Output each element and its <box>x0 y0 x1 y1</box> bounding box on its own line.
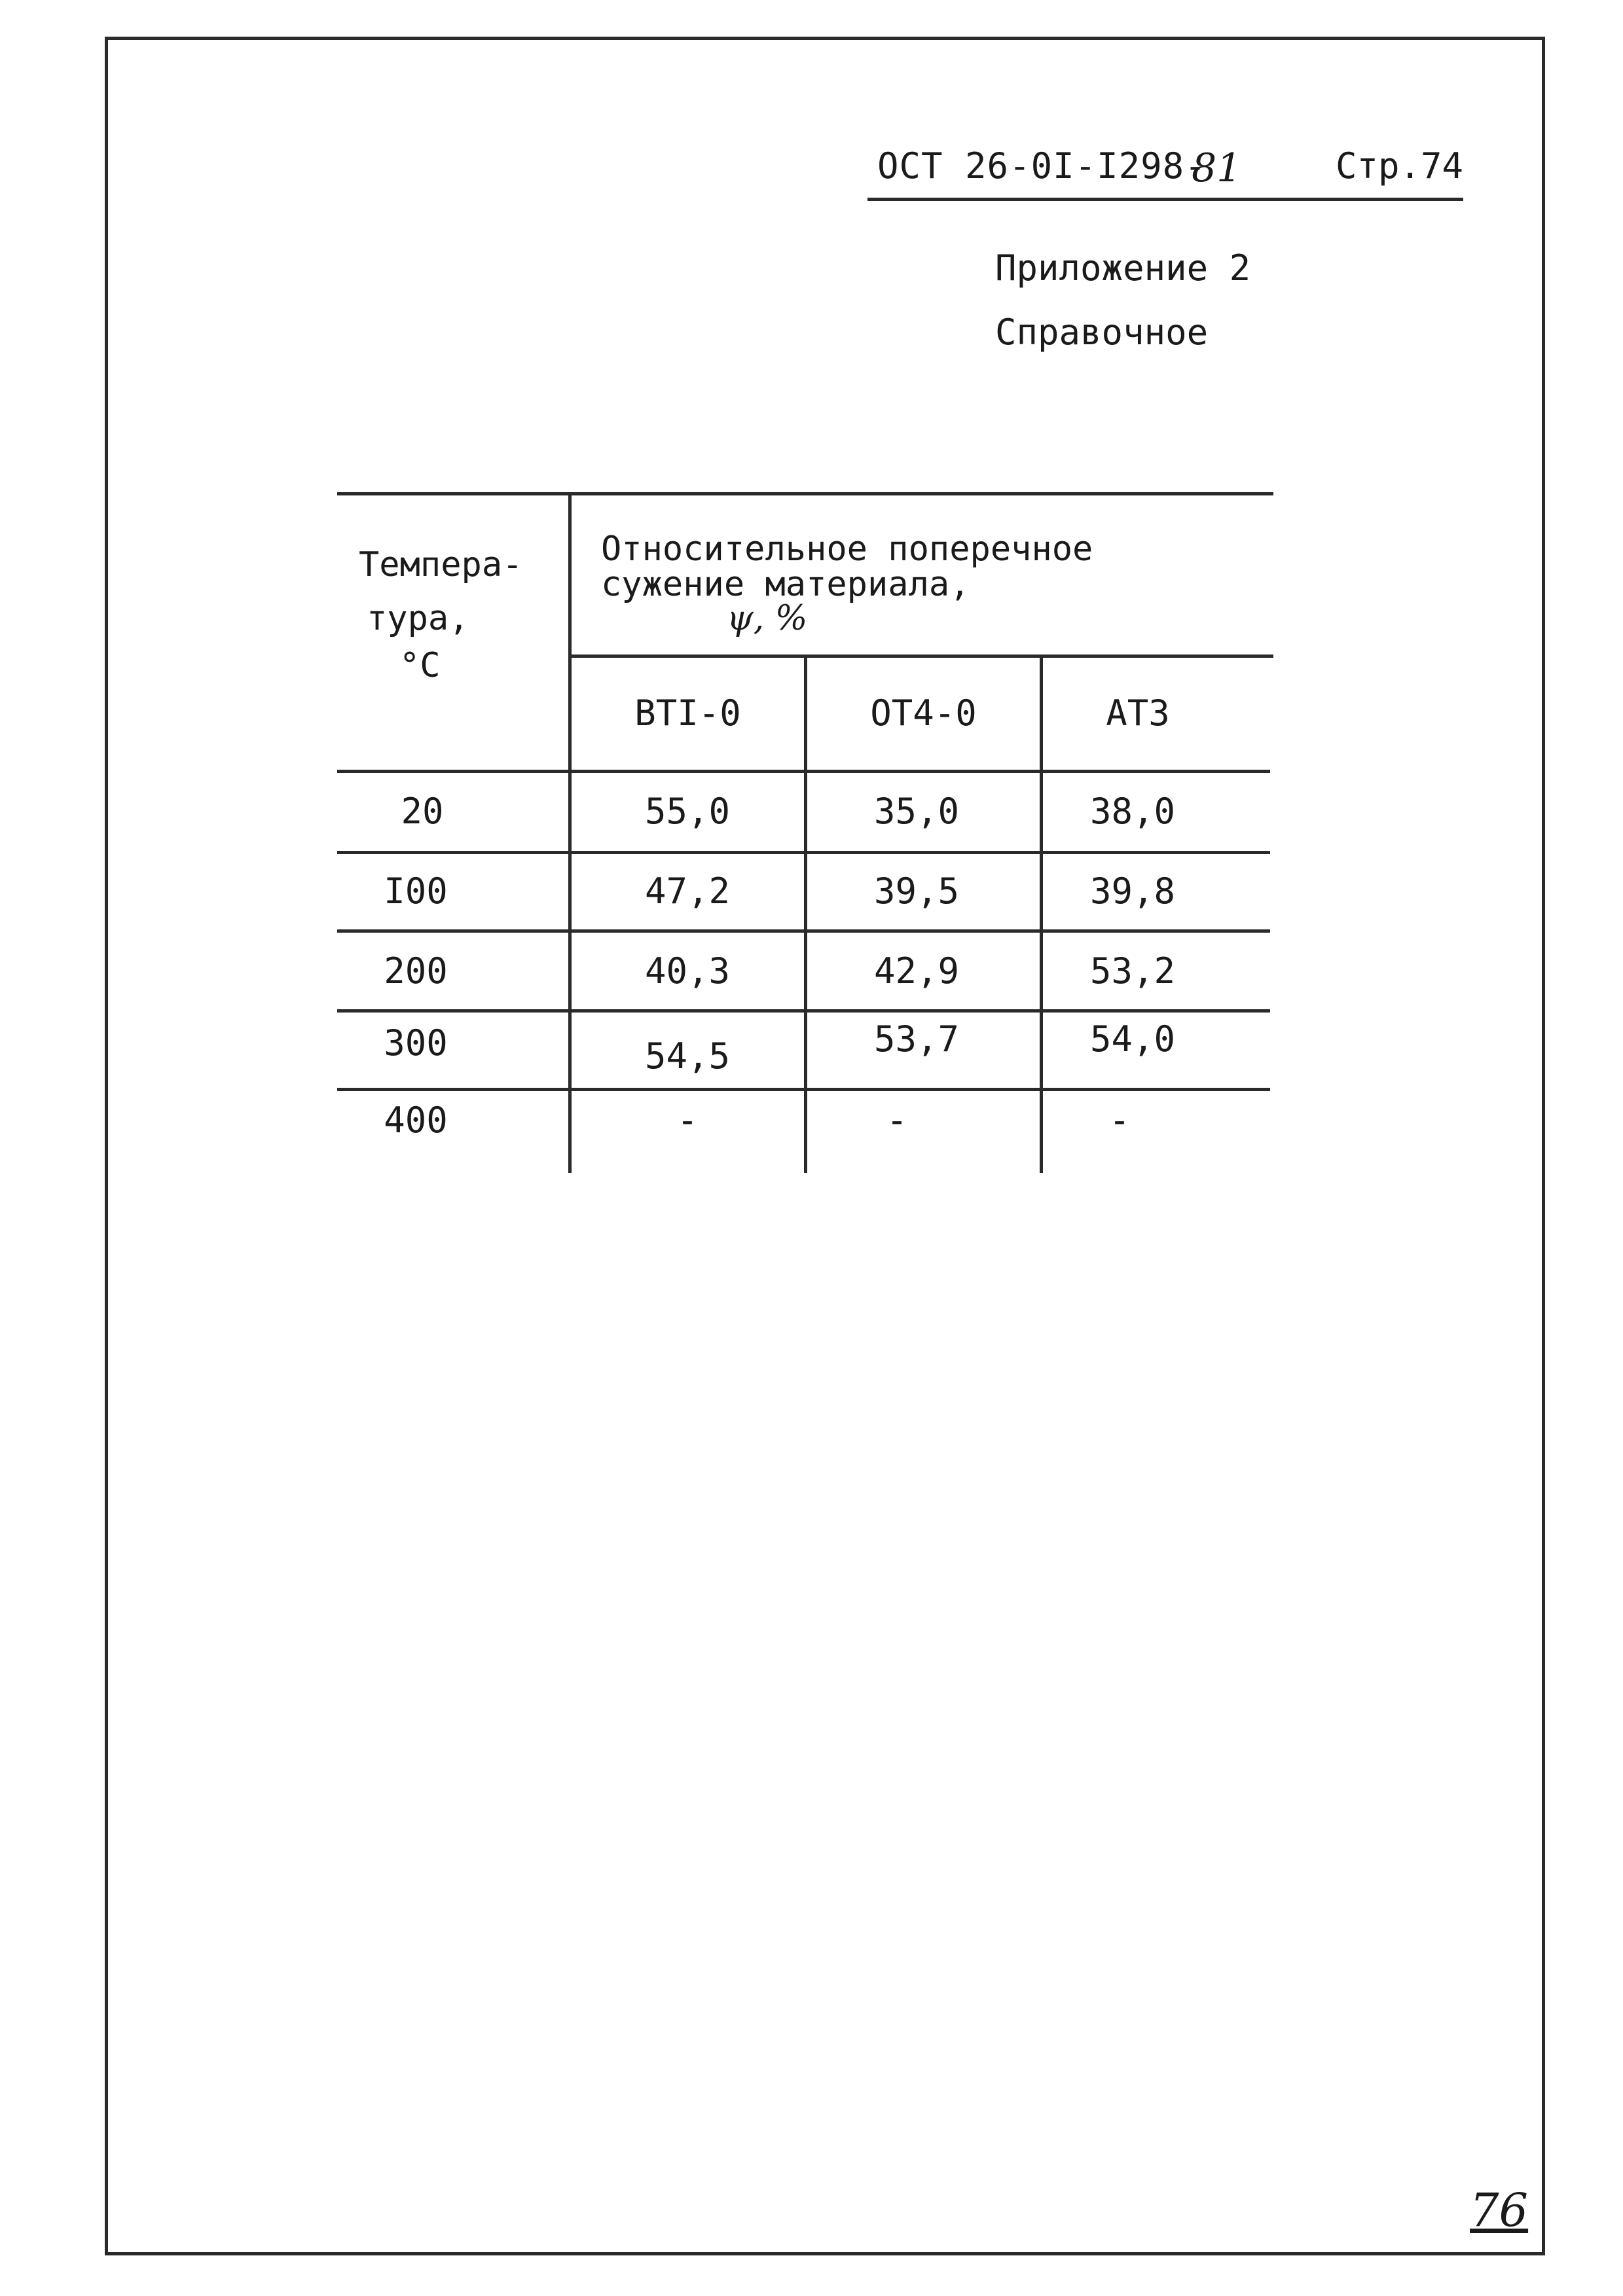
temperature-header-line: тура, <box>367 599 469 638</box>
temperature-cell: 300 <box>384 1022 448 1064</box>
table-cell: 39,8 <box>1089 870 1176 912</box>
table-cell: - <box>676 1100 699 1141</box>
document-code: ОСТ 26-0I-I298- <box>877 145 1207 187</box>
subheader-rule <box>571 655 1273 658</box>
temperature-cell: 20 <box>401 791 444 832</box>
temperature-cell: I00 <box>384 870 448 912</box>
appendix-subtitle: Справочное <box>995 312 1209 353</box>
column-rule <box>568 492 572 1173</box>
table-cell: 53,2 <box>1089 950 1176 992</box>
table-cell: - <box>886 1100 908 1141</box>
page-frame <box>105 37 1545 2255</box>
column-header: АТ3 <box>1106 692 1170 734</box>
temperature-header-line: Темпера- <box>359 545 523 584</box>
table-cell: 39,5 <box>873 870 960 912</box>
sheet-number: 76 <box>1470 2183 1529 2237</box>
column-header: ВТI-0 <box>634 692 741 734</box>
appendix-title: Приложение 2 <box>995 247 1251 289</box>
column-header: ОТ4-0 <box>870 692 977 734</box>
header-rule <box>867 198 1463 201</box>
page-number: Стр.74 <box>1336 145 1464 187</box>
table-cell: 54,0 <box>1089 1018 1176 1060</box>
table-cell: 47,2 <box>644 870 731 912</box>
group-header-symbol: ψ, % <box>727 599 808 638</box>
table-cell: 54,5 <box>644 1035 731 1077</box>
table-cell: 53,7 <box>873 1018 960 1060</box>
temperature-unit: °C <box>399 646 441 685</box>
table-cell: 35,0 <box>873 791 960 832</box>
table-cell: 55,0 <box>644 791 731 832</box>
temperature-cell: 200 <box>384 950 448 992</box>
table-cell: 38,0 <box>1089 791 1176 832</box>
table-cell: 42,9 <box>873 950 960 992</box>
group-header-line: Относительное поперечное <box>601 529 1093 569</box>
table-cell: - <box>1108 1100 1131 1141</box>
temperature-cell: 400 <box>384 1100 448 1141</box>
group-header-line: сужение материала, <box>601 565 970 604</box>
table-top-rule <box>337 492 1273 495</box>
document-code-handwritten: 81 <box>1192 145 1242 191</box>
table-cell: 40,3 <box>644 950 731 992</box>
